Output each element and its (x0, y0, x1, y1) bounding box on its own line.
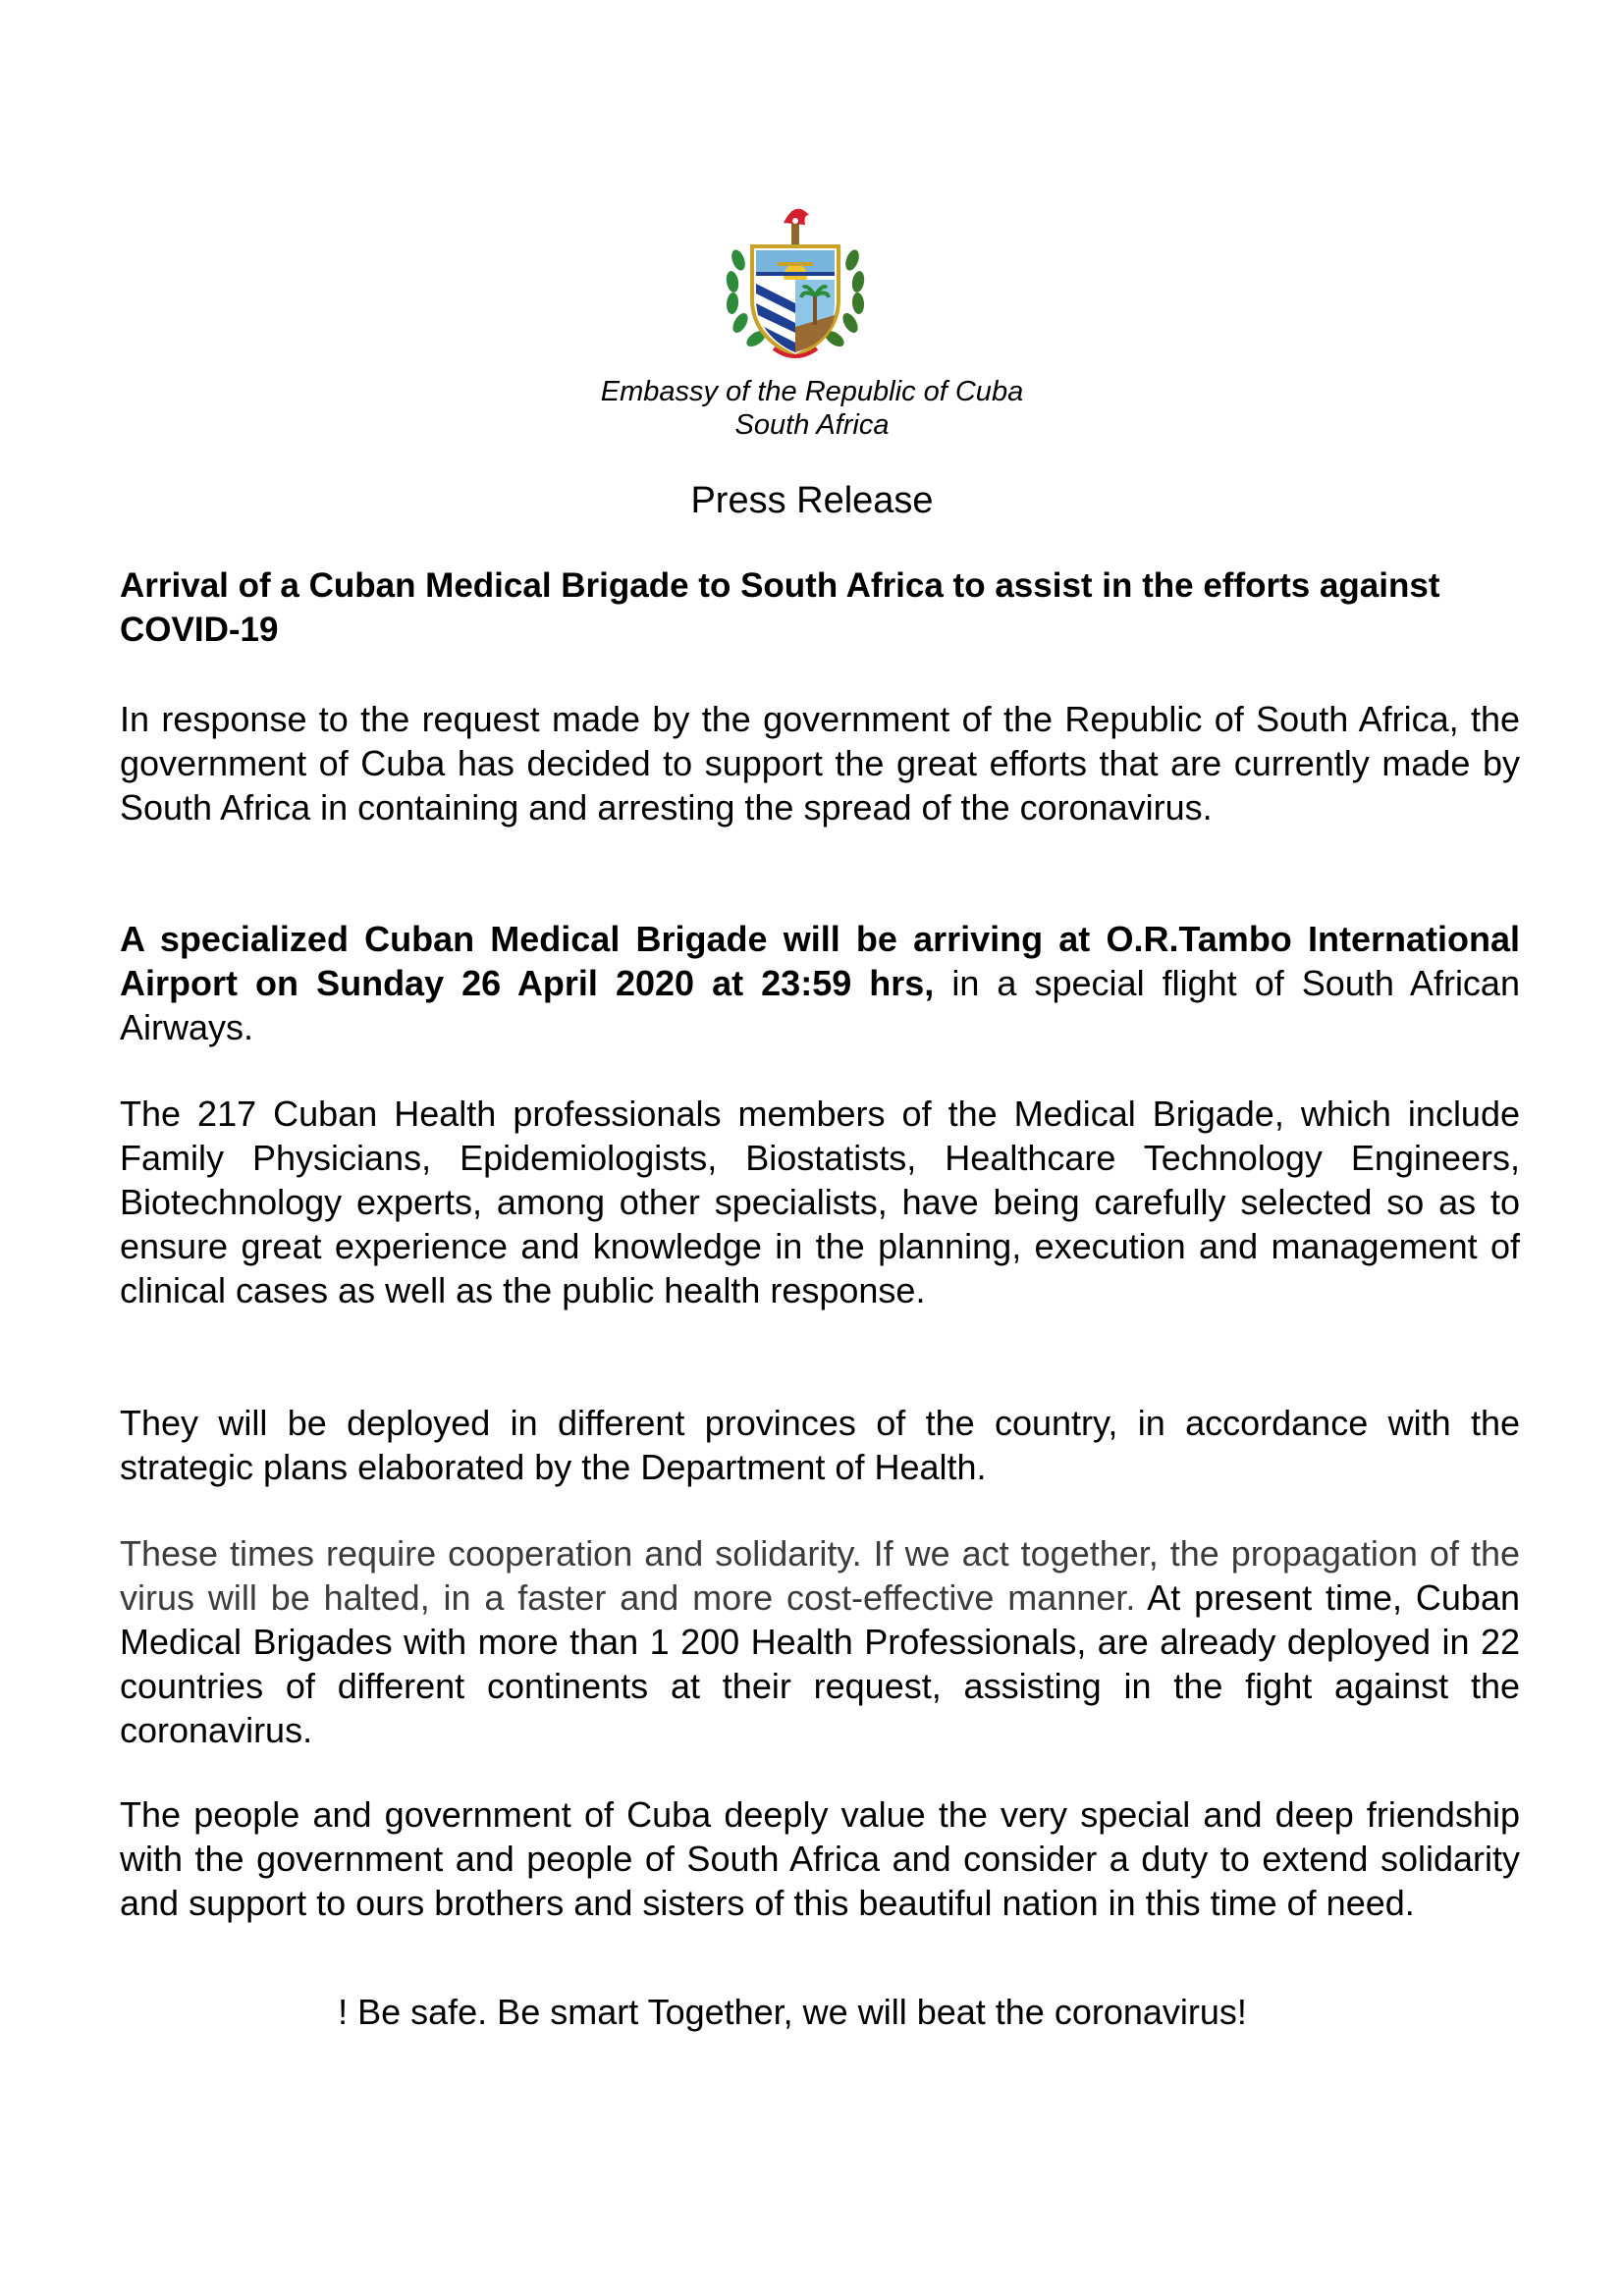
paragraph-friendship: The people and government of Cuba deeply value the very special and deep friendship with the government and people of South Africa and consider a duty to extend solidarity and support to ours brothers and sisters of this beautiful nation in this time of need. (120, 1794, 1520, 1923)
embassy-letterhead (0, 375, 1624, 442)
paragraph-professionals: The 217 Cuban Health professionals members of the Medical Brigade, which include Family Physicians, Epidemiologists, Biostatists, Healthcare Technology Engineers, Biotechnology experts, among other specialists, have being carefully selected so as to ensure great experience and knowledge in the planning, execution and management of clinical cases as well as the public health response. (120, 1094, 1520, 1310)
solidarity-statement: These times require cooperation and solidarity. If we act together, the propagation of the virus will be halted, in a faster and more cost-effective manner. (120, 1533, 1520, 1618)
paragraph-arrival (120, 917, 1520, 1049)
cuba-coat-of-arms-icon (717, 201, 874, 363)
headline: Arrival of a Cuban Medical Brigade to South Africa to assist in the efforts against COVID-19 (120, 566, 1440, 649)
global-brigades: At present time, Cuban Medical Brigades with more than 1 200 Health Professionals, are already deployed in 22 countries of different continents at their request, assisting in the fight against the coronavirus. (120, 1577, 1520, 1750)
embassy-name: Embassy of the Republic of Cuba (600, 376, 1024, 407)
closing-slogan: ! Be safe. Be smart Together, we will beat the coronavirus! (338, 1992, 1247, 2032)
arrival-details: A specialized Cuban Medical Brigade will be arriving at O.R.Tambo International Airport on Sunday 26 April 2020 at 23:59 hrs, (120, 919, 1520, 1003)
arrival-flight: in a special flight of South African Airways. (120, 963, 1520, 1047)
paragraph-deployment: They will be deployed in different provinces of the country, in accordance with the strategic plans elaborated by the Department of Health. (120, 1403, 1520, 1487)
paragraph-solidarity (120, 1531, 1520, 1752)
embassy-country: South Africa (734, 409, 890, 441)
document-type: Press Release (690, 480, 934, 521)
paragraph-request: In response to the request made by the government of the Republic of South Africa, the government of Cuba has decided to support the great efforts that are currently made by South Africa in containing and arresting the spread of the coronavirus. (120, 699, 1520, 828)
